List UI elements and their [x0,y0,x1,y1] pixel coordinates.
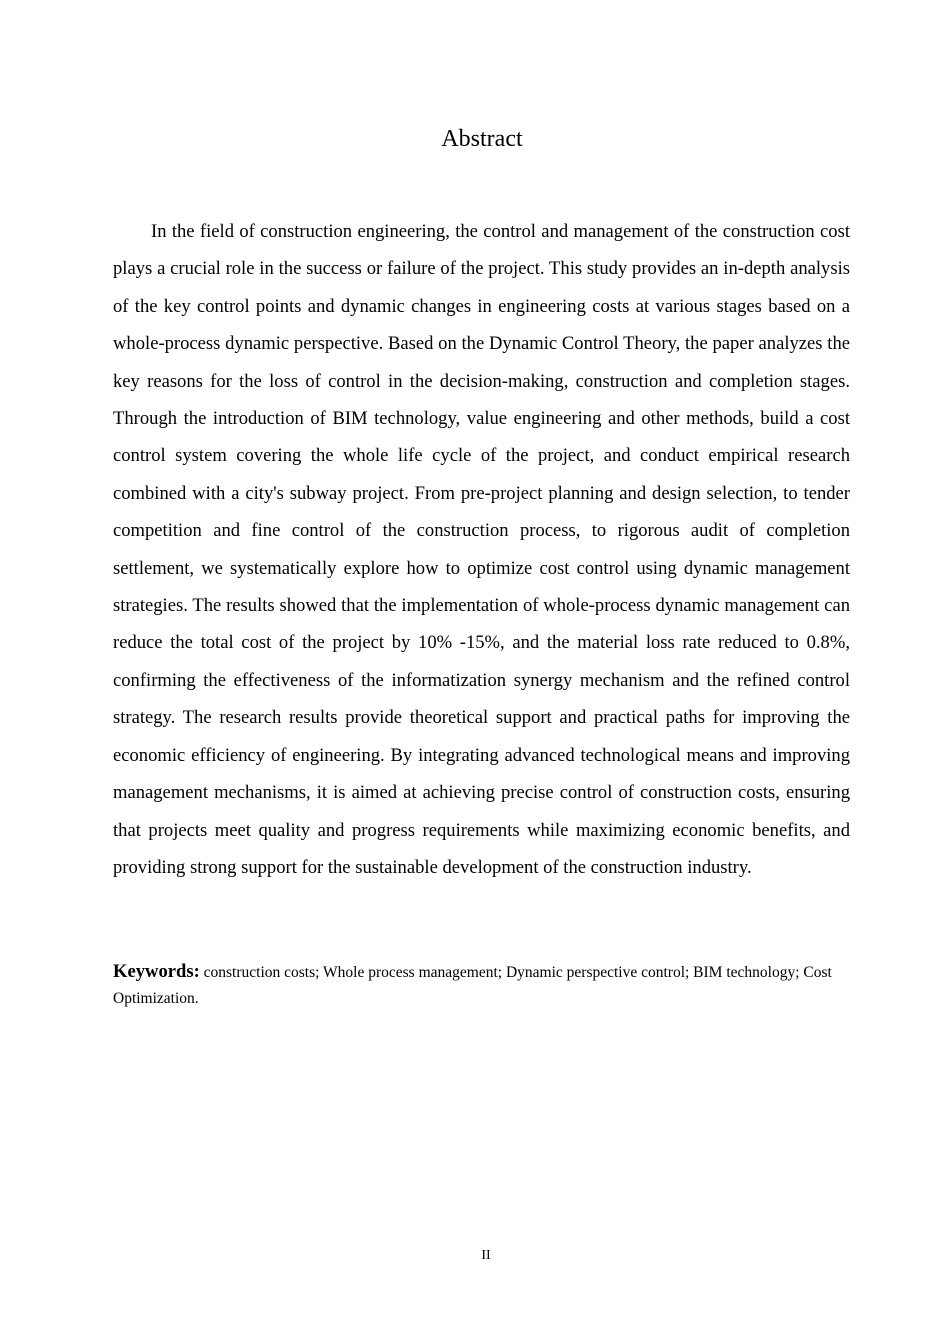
abstract-body: In the field of construction engineering, the control and management of the construction cost plays a crucial role in the success or failure of the project. This study provides an in-depth analysis of the key control points and dynamic changes in engineering costs at various stages based on a whole-process dynamic perspective. Based on the Dynamic Control Theory, the paper analyzes the key reasons for the loss of control in the decision-making, construction and completion stages. Through the introduction of BIM technology, value engineering and other methods, build a cost control system covering the whole life cycle of the project, and conduct empirical research combined with a city's subway project. From pre-project planning and design selection, to tender competition and fine control of the construction process, to rigorous audit of completion settlement, we systematically explore how to optimize cost control using dynamic management strategies. The results showed that the implementation of whole-process dynamic management can reduce the total cost of the project by 10% -15%, and the material loss rate reduced to 0.8%, confirming the effectiveness of the informatization synergy mechanism and the refined control strategy. The research results provide theoretical support and practical paths for improving the economic efficiency of engineering. By integrating advanced technological means and improving management mechanisms, it is aimed at achieving precise control of construction costs, ensuring that projects meet quality and progress requirements while maximizing economic benefits, and providing strong support for the sustainable development of the construction industry. [113,221,850,878]
page-number: II [481,1248,491,1263]
keywords-section [113,959,858,1012]
keywords-text: construction costs; Whole process management; Dynamic perspective control; BIM technology; Cost Optimization. [113,964,832,1007]
abstract-title: Abstract [441,126,523,152]
keywords-label: Keywords: [113,961,200,982]
